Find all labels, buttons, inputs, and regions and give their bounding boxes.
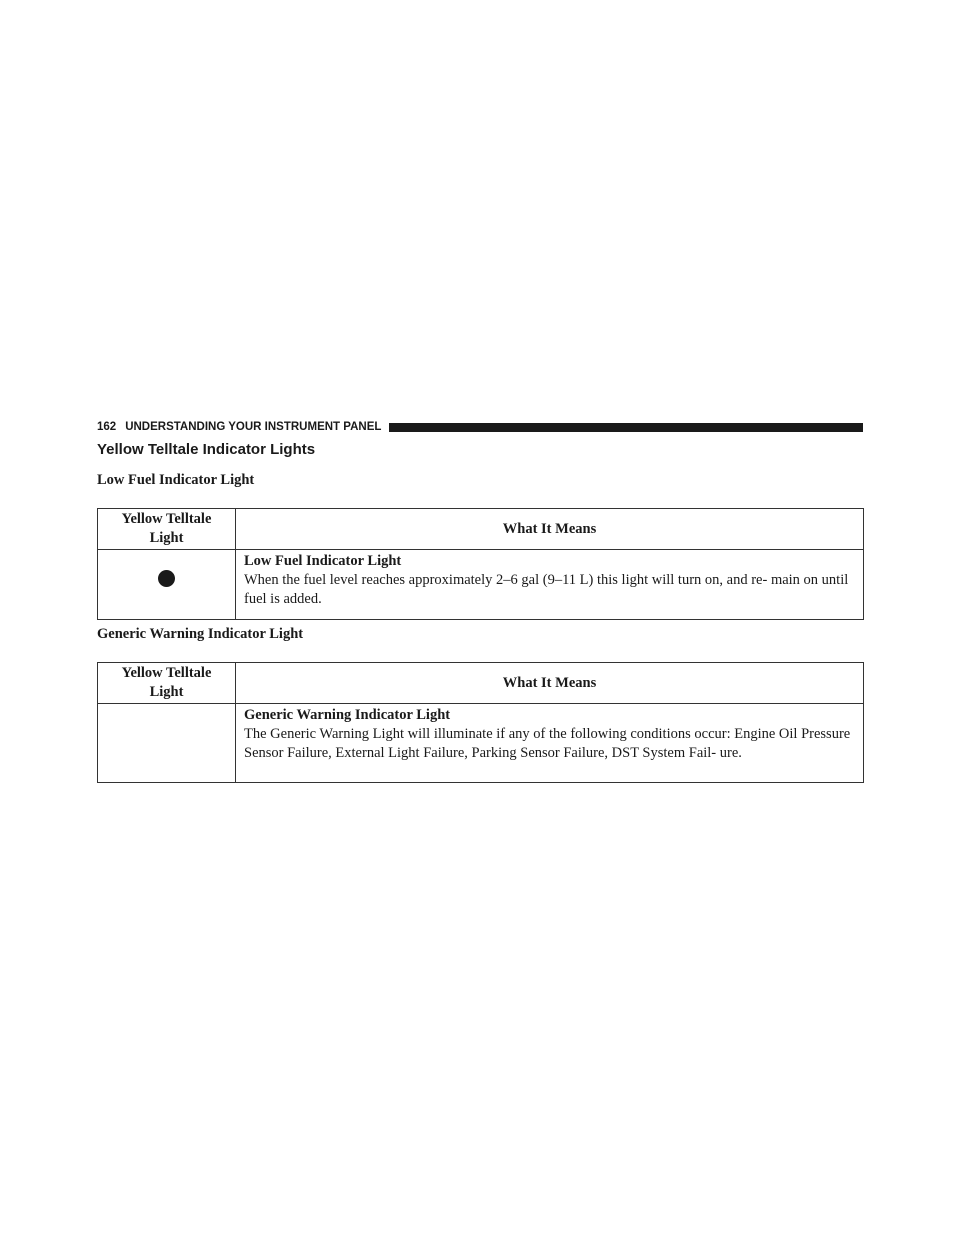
table-header-row: [98, 509, 864, 550]
generic-warning-subheading: Generic Warning Indicator Light: [97, 626, 304, 642]
table-header-row: [98, 663, 864, 704]
row-title: Low Fuel Indicator Light: [244, 553, 402, 569]
col-header-meaning: What It Means: [236, 509, 864, 550]
section-heading: Yellow Telltale Indicator Lights: [97, 441, 316, 458]
low-fuel-subheading: Low Fuel Indicator Light: [97, 472, 255, 488]
generic-warning-table: [97, 662, 864, 783]
low-fuel-table: [97, 508, 864, 620]
telltale-icon-cell: [98, 550, 236, 620]
running-title: UNDERSTANDING YOUR INSTRUMENT PANEL: [125, 421, 382, 433]
table-row: [98, 550, 864, 620]
row-title: Generic Warning Indicator Light: [244, 707, 451, 723]
page-number: 162: [97, 421, 117, 433]
col-header-telltale: Yellow Telltale Light: [98, 663, 236, 704]
page-header: [97, 419, 863, 435]
col-header-meaning: What It Means: [236, 663, 864, 704]
header-rule: [389, 423, 863, 432]
col-header-telltale: Yellow Telltale Light: [98, 509, 236, 550]
telltale-icon-cell: [98, 704, 236, 783]
meaning-cell: [236, 704, 864, 783]
meaning-cell: [236, 550, 864, 620]
table-row: [98, 704, 864, 783]
row-description: When the fuel level reaches approximately 2–6 gal (9–11 L) this light will turn on, and re- main on until fuel is added.: [244, 572, 849, 607]
fuel-pump-icon: [158, 570, 175, 587]
row-description: The Generic Warning Light will illuminate if any of the following conditions occur: Engine Oil Pressure Sensor Failure, External Light Failure, Parking Sensor Failure, DST System Fail- ure.: [244, 726, 851, 761]
